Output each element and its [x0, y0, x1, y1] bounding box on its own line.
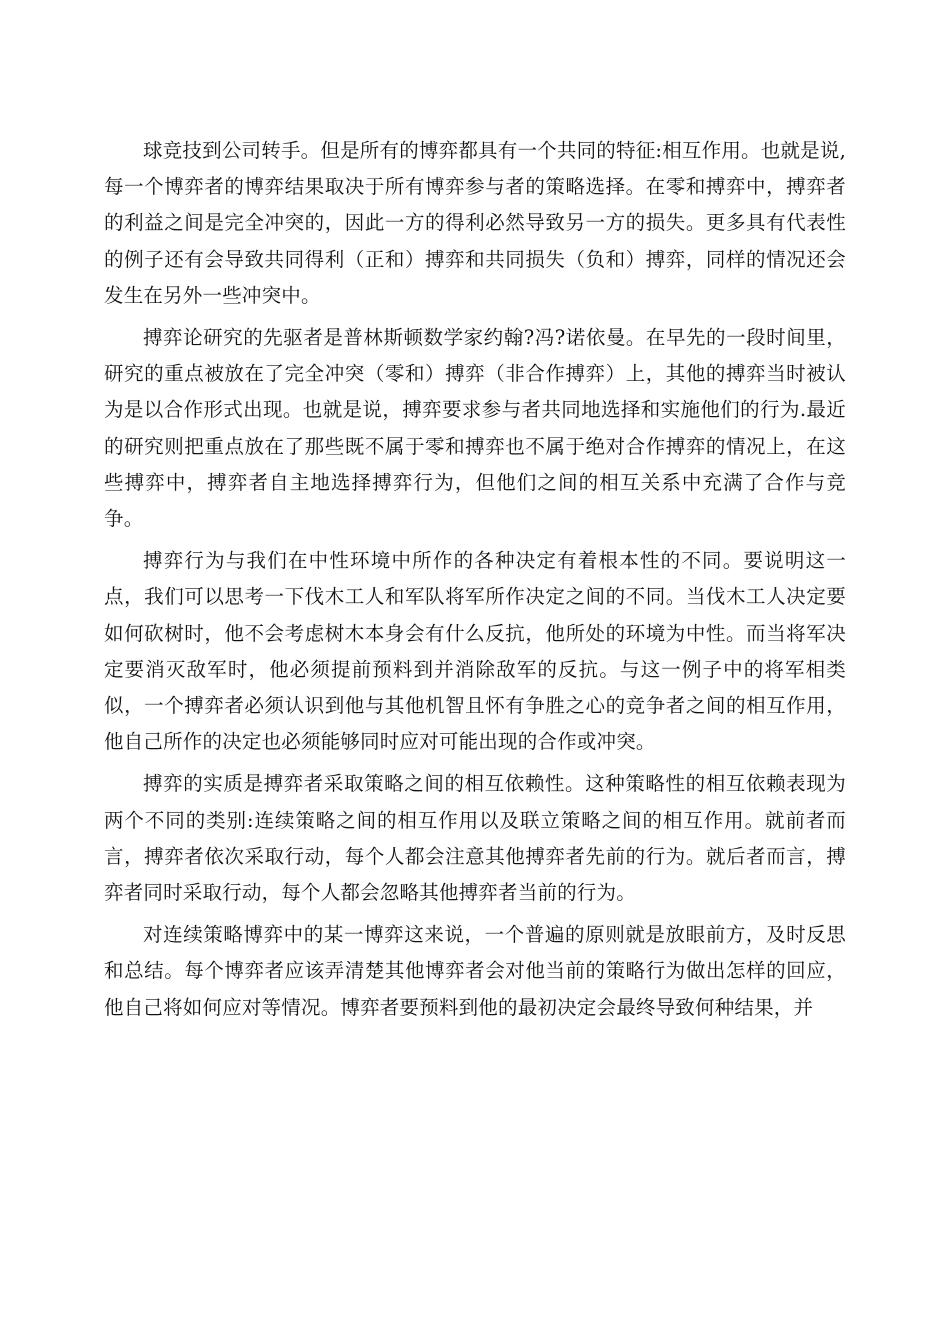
paragraph: 搏弈论研究的先驱者是普林斯顿数学家约翰?冯?诺依曼。在早先的一段时间里，研究的重点被放在了完全冲突（零和）搏弈（非合作搏弈）上，其他的搏弈当时被认为是以合作形式出现。也就是说，搏弈要求参与者共同地选择和实施他们的行为.最近的研究则把重点放在了那些既不属于零和搏弈也不属于绝对合作搏弈的情况上，在这些搏弈中，搏弈者自主地选择搏弈行为，但他们之间的相互关系中充满了合作与竞争。 — [104, 326, 846, 531]
paragraph: 对连续策略博弈中的某一博弈这来说，一个普遍的原则就是放眼前方，及时反思和总结。每个博弈者应该弄清楚其他博弈者会对他当前的策略行为做出怎样的回应，他自己将如何应对等情况。博弈者要预料到他的最初决定会最终导致何种结果，并 — [104, 923, 846, 1019]
paragraph: 搏弈行为与我们在中性环境中所作的各种决定有着根本性的不同。要说明这一点，我们可以思考一下伐木工人和军队将军所作决定之间的不同。当伐木工人决定要如何砍树时，他不会考虑树木本身会有什么反抗，他所处的环境为中性。而当将军决定要消灭敌军时，他必须提前预料到并消除敌军的反抗。与这一例子中的将军相类似，一个搏弈者必须认识到他与其他机智且怀有争胜之心的竞争者之间的相互作用，他自己所作的决定也必须能够同时应对可能出现的合作或冲突。 — [104, 549, 846, 754]
paragraph: 搏弈的实质是搏弈者采取策略之间的相互依赖性。这种策略性的相互依赖表现为两个不同的类别:连续策略之间的相互作用以及联立策略之间的相互作用。就前者而言，搏弈者依次采取行动，每个人都会注意其他搏弈者先前的行为。就后者而言，搏弈者同时采取行动，每个人都会忽略其他搏弈者当前的行为。 — [104, 772, 846, 905]
body-text — [104, 133, 846, 1032]
paragraph: 球竞技到公司转手。但是所有的博弈都具有一个共同的特征:相互作用。也就是说,每一个博弈者的博弈结果取决于所有博弈参与者的策略选择。在零和搏弈中，搏弈者的利益之间是完全冲突的，因此一方的得利必然导致另一方的损失。更多具有代表性的例子还有会导致共同得利（正和）搏弈和共同损失（负和）搏弈，同样的情况还会发生在另外一些冲突中。 — [104, 139, 846, 307]
